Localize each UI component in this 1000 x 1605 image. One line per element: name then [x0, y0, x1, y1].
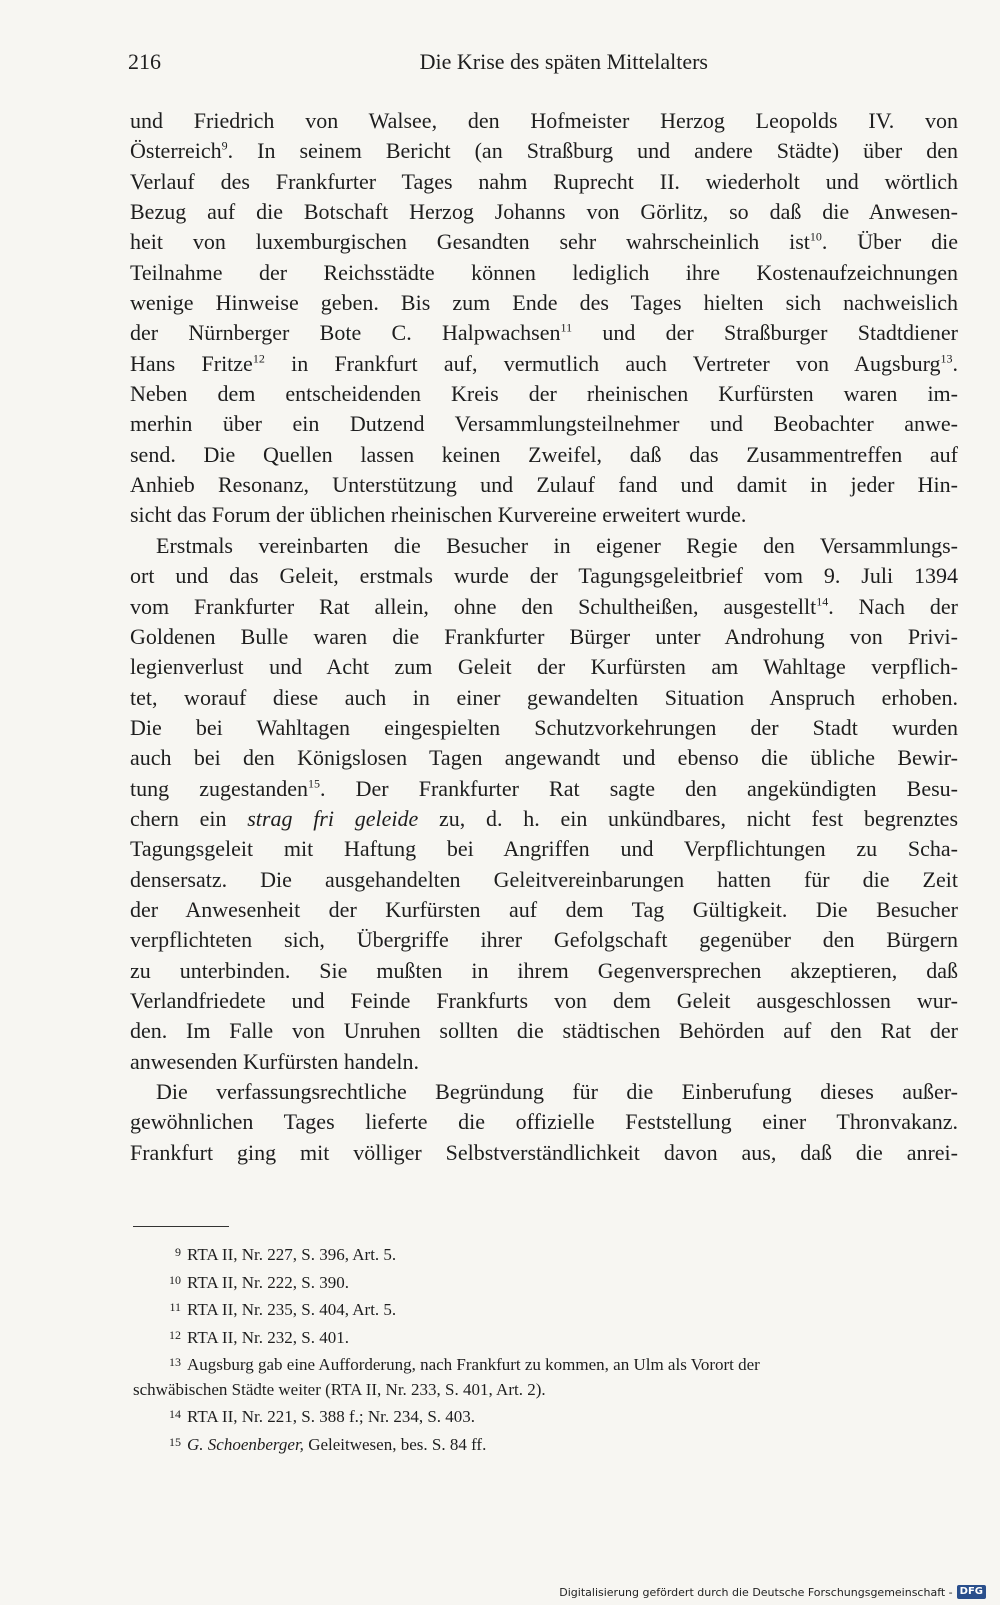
text-line: gewöhnlichen Tages lieferte die offizielle Feststellung einer Thronvakanz. [130, 1109, 958, 1135]
footnote-ref[interactable]: 10 [809, 230, 822, 245]
text-line: Bezug auf die Botschaft Herzog Johanns von Görlitz, so daß die Anwesen- [130, 199, 958, 225]
footer-text: Digitalisierung gefördert durch die Deutsche Forschungsgemeinschaft - [559, 1585, 953, 1599]
text-line: und Friedrich von Walsee, den Hofmeister Herzog Leopolds IV. von [130, 108, 958, 133]
footnote: 15 G. Schoenberger, Geleitwesen, bes. S. 84 ff. [169, 1434, 487, 1454]
text-line: sicht das Forum der üblichen rheinischen Kurvereine erweitert wurde. [130, 502, 747, 528]
quoted-phrase: strag fri geleide [247, 805, 419, 831]
text-line: Teilnahme der Reichsstädte können lediglich ihre Kostenaufzeichnungen [130, 259, 958, 285]
page-number: 216 [128, 49, 161, 74]
footnote-ref[interactable]: 12 [252, 351, 265, 366]
footnote-continuation: schwäbischen Städte weiter (RTA II, Nr. 233, S. 401, Art. 2). [133, 1379, 546, 1399]
text-line: Erstmals vereinbarten die Besucher in eigener Regie den Versammlungs- [156, 532, 958, 558]
running-title: Die Krise des späten Mittelalters [419, 49, 708, 74]
footnote: 9 RTA II, Nr. 227, S. 396, Art. 5. [175, 1245, 397, 1264]
footnote: 14 RTA II, Nr. 221, S. 388 f.; Nr. 234, S. 403. [169, 1407, 476, 1426]
footnotes [133, 1240, 953, 1457]
body-text [130, 106, 958, 1168]
text-line: Neben dem entscheidenden Kreis der rheinischen Kurfürsten waren im- [130, 381, 958, 407]
digitization-footer [559, 1585, 986, 1599]
footnote: 11 RTA II, Nr. 235, S. 404, Art. 5. [169, 1300, 397, 1319]
text-line: verpflichteten sich, Übergriffe ihrer Gefolgschaft gegenüber den Bürgern [130, 927, 958, 953]
footnote-ref[interactable]: 9 [221, 139, 228, 154]
text-line: Hans Fritze$^{12}$ in Frankfurt auf, vermutlich auch Vertreter von Augsburg$^{13}$. [130, 350, 958, 376]
text-line: zu unterbinden. Sie mußten in ihrem Gegenversprechen akzeptieren, daß [130, 957, 958, 983]
text-line: Österreich$^9$. In seinem Bericht (an Straßburg und andere Städte) über den [130, 138, 958, 164]
dfg-logo: DFG [957, 1585, 986, 1599]
footnote-ref[interactable]: 14 [816, 594, 829, 609]
text-line: der Anwesenheit der Kurfürsten auf dem Tag Gültigkeit. Die Besucher [130, 896, 958, 922]
author-name: G. Schoenberger, [187, 1434, 304, 1454]
footnote-divider [133, 1226, 229, 1227]
text-line: vom Frankfurter Rat allein, ohne den Schultheißen, ausgestellt$^{14}$. Nach der [130, 593, 958, 619]
text-line: Frankfurt ging mit völliger Selbstverständlichkeit davon aus, daß die anrei- [130, 1139, 958, 1165]
text-line: der Nürnberger Bote C. Halpwachsen$^{11}$ und der Straßburger Stadtdiener [130, 320, 958, 346]
footnote: 12 RTA II, Nr. 232, S. 401. [169, 1327, 349, 1347]
text-line: chern ein strag fri geleide zu, d. h. ein unkündbares, nicht fest begrenztes [130, 805, 958, 831]
text-line: Tagungsgeleit mit Haftung bei Angriffen und Verpflichtungen zu Scha- [130, 836, 958, 862]
text-line: send. Die Quellen lassen keinen Zweifel, daß das Zusammentreffen auf [130, 441, 958, 467]
text-line: auch bei den Königslosen Tagen angewandt und ebenso die übliche Bewir- [130, 745, 958, 771]
text-line: merhin über ein Dutzend Versammlungsteilnehmer und Beobachter anwe- [130, 411, 958, 437]
text-line: Goldenen Bulle waren die Frankfurter Bürger unter Androhung von Privi- [130, 623, 958, 649]
text-line: Anhieb Resonanz, Unterstützung und Zulauf fand und damit in jeder Hin- [130, 472, 958, 498]
text-line: tet, worauf diese auch in einer gewandelten Situation Anspruch erhoben. [130, 684, 958, 710]
footnote-ref[interactable]: 11 [560, 321, 573, 336]
footnote-ref[interactable]: 15 [307, 776, 320, 791]
text-line: tung zugestanden$^{15}$. Der Frankfurter Rat sagte den angekündigten Besu- [130, 775, 958, 801]
text-line: den. Im Falle von Unruhen sollten die städtischen Behörden auf den Rat der [130, 1018, 958, 1044]
text-line: densersatz. Die ausgehandelten Geleitvereinbarungen hatten für die Zeit [130, 866, 958, 892]
footnote-ref[interactable]: 13 [940, 351, 953, 366]
text-line: Die bei Wahltagen eingespielten Schutzvorkehrungen der Stadt wurden [130, 714, 958, 740]
text-line: heit von luxemburgischen Gesandten sehr wahrscheinlich ist$^{10}$. Über die [130, 229, 958, 255]
footnote: 13 Augsburg gab eine Aufforderung, nach Frankfurt zu kommen, an Ulm als Vorort der [169, 1355, 760, 1374]
footnote: 10 RTA II, Nr. 222, S. 390. [169, 1272, 349, 1292]
text-line: anwesenden Kurfürsten handeln. [130, 1048, 419, 1074]
text-line: ort und das Geleit, erstmals wurde der Tagungsgeleitbrief vom 9. Juli 1394 [130, 563, 958, 589]
text-line: legienverlust und Acht zum Geleit der Kurfürsten am Wahltage verpflich- [130, 654, 958, 680]
text-line: Verlauf des Frankfurter Tages nahm Ruprecht II. wiederholt und wörtlich [130, 168, 958, 194]
text-line: Verlandfriedete und Feinde Frankfurts von dem Geleit ausgeschlossen wur- [130, 987, 958, 1013]
text-line: Die verfassungsrechtliche Begründung für die Einberufung dieses außer- [156, 1079, 958, 1104]
text-line: wenige Hinweise geben. Bis zum Ende des Tages hielten sich nachweislich [130, 290, 958, 316]
